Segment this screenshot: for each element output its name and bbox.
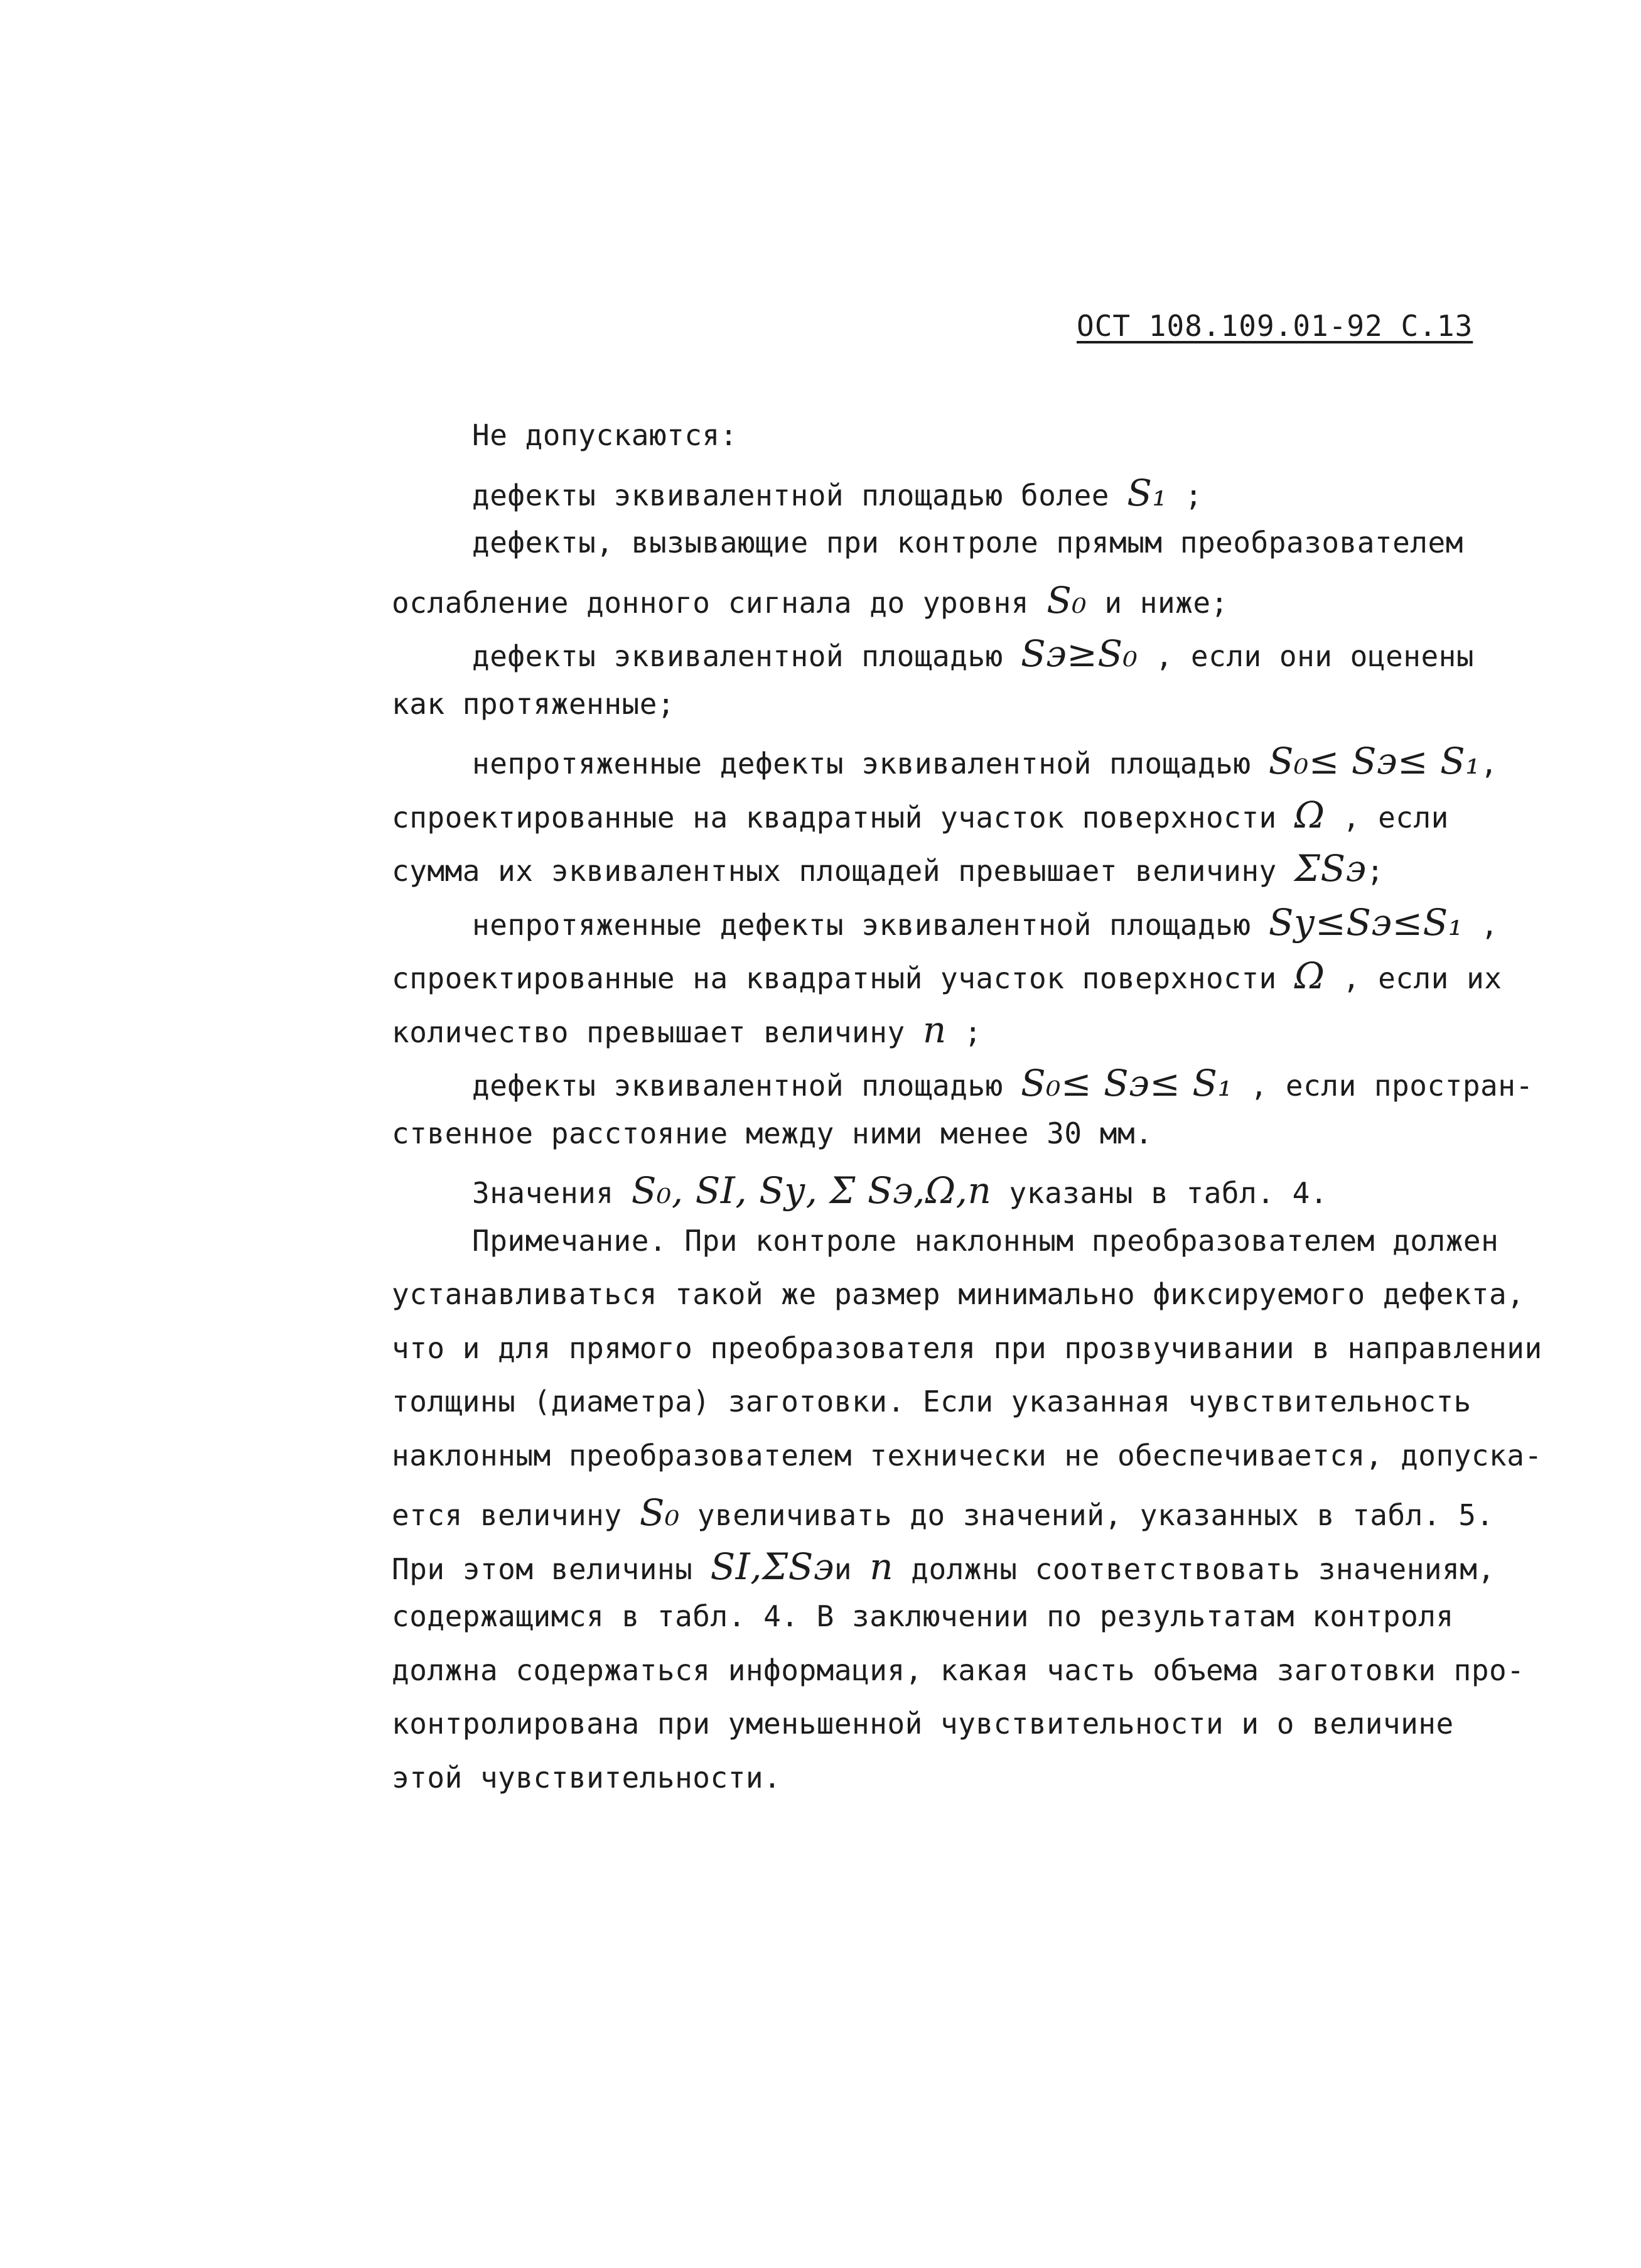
text-span: Значения (472, 1176, 632, 1210)
math-symbol: n (922, 1008, 947, 1051)
text-span: устанавливаться такой же размер минимально фиксируемого дефекта, (392, 1277, 1525, 1311)
text-span: , (1480, 747, 1498, 780)
text-line (472, 418, 738, 452)
text-span: , если (1325, 800, 1449, 834)
text-span: спроектированные на квадратный участок поверхности (392, 961, 1294, 995)
math-symbol: S₁ (1127, 471, 1168, 514)
text-span: спроектированные на квадратный участок поверхности (392, 800, 1294, 834)
text-span: дефекты эквивалентной площадью (472, 639, 1021, 673)
math-symbol: ΣSэ (1294, 847, 1367, 890)
math-symbol: SI,ΣSэ (710, 1545, 834, 1588)
text-line (392, 1116, 1153, 1150)
text-line (392, 1331, 1542, 1365)
text-span: ется величину (392, 1498, 640, 1532)
text-span: этой чувствительности. (392, 1760, 782, 1795)
text-span: , если они оценены (1138, 639, 1475, 673)
text-span: должна содержаться информация, какая часть объема заготовки про- (392, 1653, 1525, 1687)
text-span: наклонным преобразователем технически не обеспечивается, допуска- (392, 1438, 1542, 1472)
math-symbol: n (869, 1545, 894, 1588)
text-span: ; (946, 1015, 982, 1049)
math-symbol: S₀≤ Sэ≤ S₁ (1268, 740, 1481, 782)
text-span: , если их (1325, 961, 1502, 995)
text-line (392, 1008, 982, 1051)
text-span: ослабление донного сигнала до уровня (392, 585, 1047, 620)
math-symbol: S₀ (639, 1491, 680, 1534)
math-symbol: S₀≤ Sэ≤ S₁ (1021, 1062, 1233, 1104)
math-symbol: Sэ≥S₀ (1021, 632, 1138, 675)
text-span: толщины (диаметра) заготовки. Если указанная чувствительность (392, 1385, 1472, 1418)
text-span: непротяженные дефекты эквивалентной площадью (472, 907, 1269, 942)
math-symbol: Ω (1294, 954, 1325, 997)
text-line (472, 900, 1498, 944)
text-line (392, 1438, 1542, 1472)
text-line (392, 1387, 1472, 1416)
text-span: указаны в табл. 4. (991, 1176, 1328, 1210)
text-line (392, 793, 1449, 836)
text-span: как протяженные; (392, 686, 675, 721)
text-line (392, 578, 1229, 622)
text-line (392, 1653, 1525, 1687)
text-span: и (834, 1552, 870, 1586)
text-span: Не допускаются: (472, 418, 738, 452)
text-span: дефекты, вызывающие при контроле прямым преобразователем (472, 526, 1463, 559)
text-line (392, 954, 1502, 997)
text-span: Примечание. При контроле наклонным преобразователем должен (472, 1223, 1499, 1258)
text-span: ; (1366, 854, 1384, 888)
text-line (472, 632, 1475, 675)
text-line (472, 471, 1203, 514)
text-line (392, 1599, 1454, 1633)
math-symbol: S₀ (1046, 578, 1087, 622)
text-span: , если простран- (1232, 1069, 1534, 1103)
text-span: ; (1167, 478, 1203, 512)
text-span: контролирована при уменьшенной чувствительности и о величине (392, 1707, 1454, 1741)
text-span: должны соответствовать значениям, (893, 1552, 1495, 1586)
text-line (392, 1545, 1495, 1588)
text-span: дефекты эквивалентной площадью (472, 1069, 1021, 1103)
text-span: , (1463, 907, 1498, 942)
text-span: увеличивать до значений, указанных в табл. 5. (679, 1498, 1494, 1532)
math-symbol: S₀, SI, Sу, Σ Sэ,Ω,n (631, 1169, 992, 1212)
text-span: содержащимся в табл. 4. В заключении по результатам контроля (392, 1599, 1454, 1633)
text-line (472, 1169, 1328, 1212)
text-line (392, 1277, 1525, 1311)
text-span: ственное расстояние между ними менее 30 мм. (392, 1116, 1153, 1150)
text-line (472, 740, 1498, 782)
text-span: непротяженные дефекты эквивалентной площадью (472, 747, 1269, 780)
text-line (392, 1707, 1454, 1741)
text-line (392, 847, 1384, 890)
text-span: сумма их эквивалентных площадей превышает величину (392, 854, 1294, 888)
text-line (472, 528, 1463, 557)
document-header: ОСТ 108.109.01-92 С.13 (1077, 309, 1473, 343)
math-symbol: Sу≤Sэ≤S₁ (1268, 900, 1463, 944)
text-span: дефекты эквивалентной площадью более (472, 478, 1127, 512)
text-span: и ниже; (1087, 585, 1229, 620)
text-line (472, 1223, 1499, 1258)
text-line (392, 1491, 1494, 1534)
math-symbol: Ω (1294, 793, 1325, 836)
text-span: что и для прямого преобразователя при прозвучивании в направлении (392, 1331, 1542, 1365)
text-line (472, 1062, 1534, 1104)
text-span: количество превышает величину (392, 1015, 923, 1049)
text-span: При этом величины (392, 1552, 711, 1586)
text-line (392, 1760, 782, 1795)
text-line (392, 686, 675, 721)
